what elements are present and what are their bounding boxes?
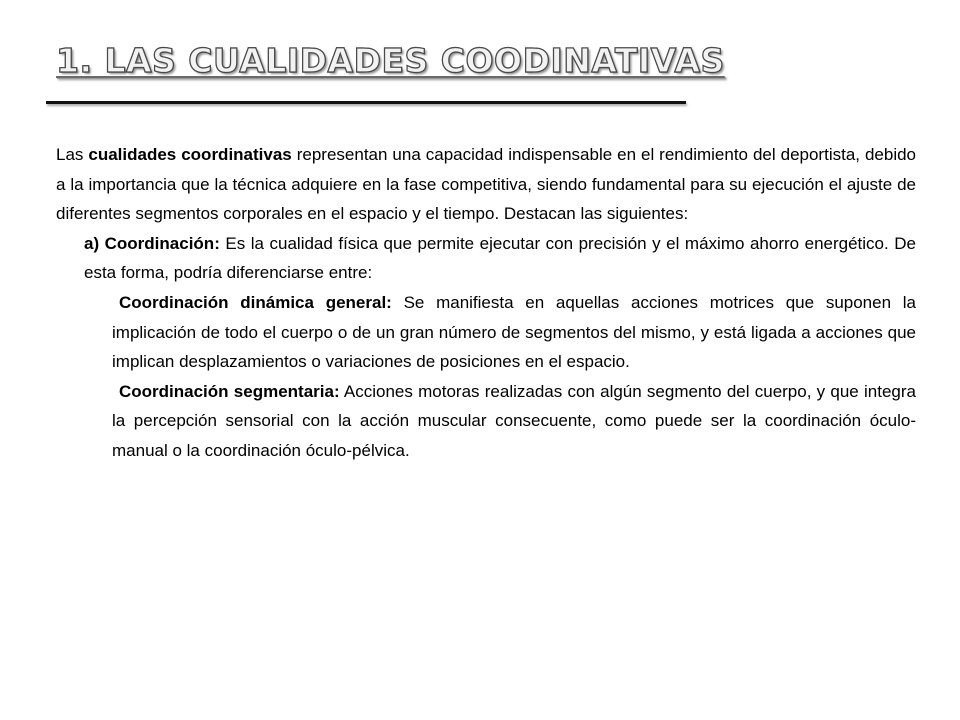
sub-item-segmental-coordination	[56, 377, 916, 466]
sub-item-dynamic-coordination	[56, 288, 916, 377]
intro-bold-term: cualidades coordinativas	[88, 145, 292, 164]
item-a-label: a) Coordinación:	[84, 233, 220, 253]
intro-text: representan una capacidad indispensable en el rendimiento del deportista, debido a la importancia que la técnica adquiere en la fase competitiva, siendo fundamental para su ejecución el ajuste de diferentes segmentos corporales en el espacio y el tiempo. Destacan las siguientes:	[56, 145, 916, 224]
slide-title: 1. LAS CUALIDADES COODINATIVAS	[56, 41, 725, 80]
sub-item-text: Se manifiesta en aquellas acciones motrices que suponen la implicación de todo el cuerpo o de un gran número de segmentos del mismo, y está ligada a acciones que implican desplazamientos o variaciones de posiciones en el espacio.	[112, 292, 916, 372]
title-underline-rule	[46, 101, 686, 104]
item-a-text: Es la cualidad física que permite ejecutar con precisión y el máximo ahorro energético. De esta forma, podría diferenciarse entre:	[84, 233, 916, 283]
intro-pre: Las	[56, 145, 84, 164]
sub-item-label: Coordinación segmentaria:	[119, 381, 340, 401]
sub-item-text: Acciones motoras realizadas con algún segmento del cuerpo, y que integra la percepción sensorial con la acción muscular consecuente, como puede ser la coordinación óculo-manual o la coordinación óculo-pélvica.	[112, 381, 916, 460]
list-item-a	[56, 229, 916, 288]
slide-body	[56, 140, 916, 466]
sub-item-label: Coordinación dinámica general:	[119, 292, 392, 312]
intro-paragraph	[56, 140, 916, 229]
